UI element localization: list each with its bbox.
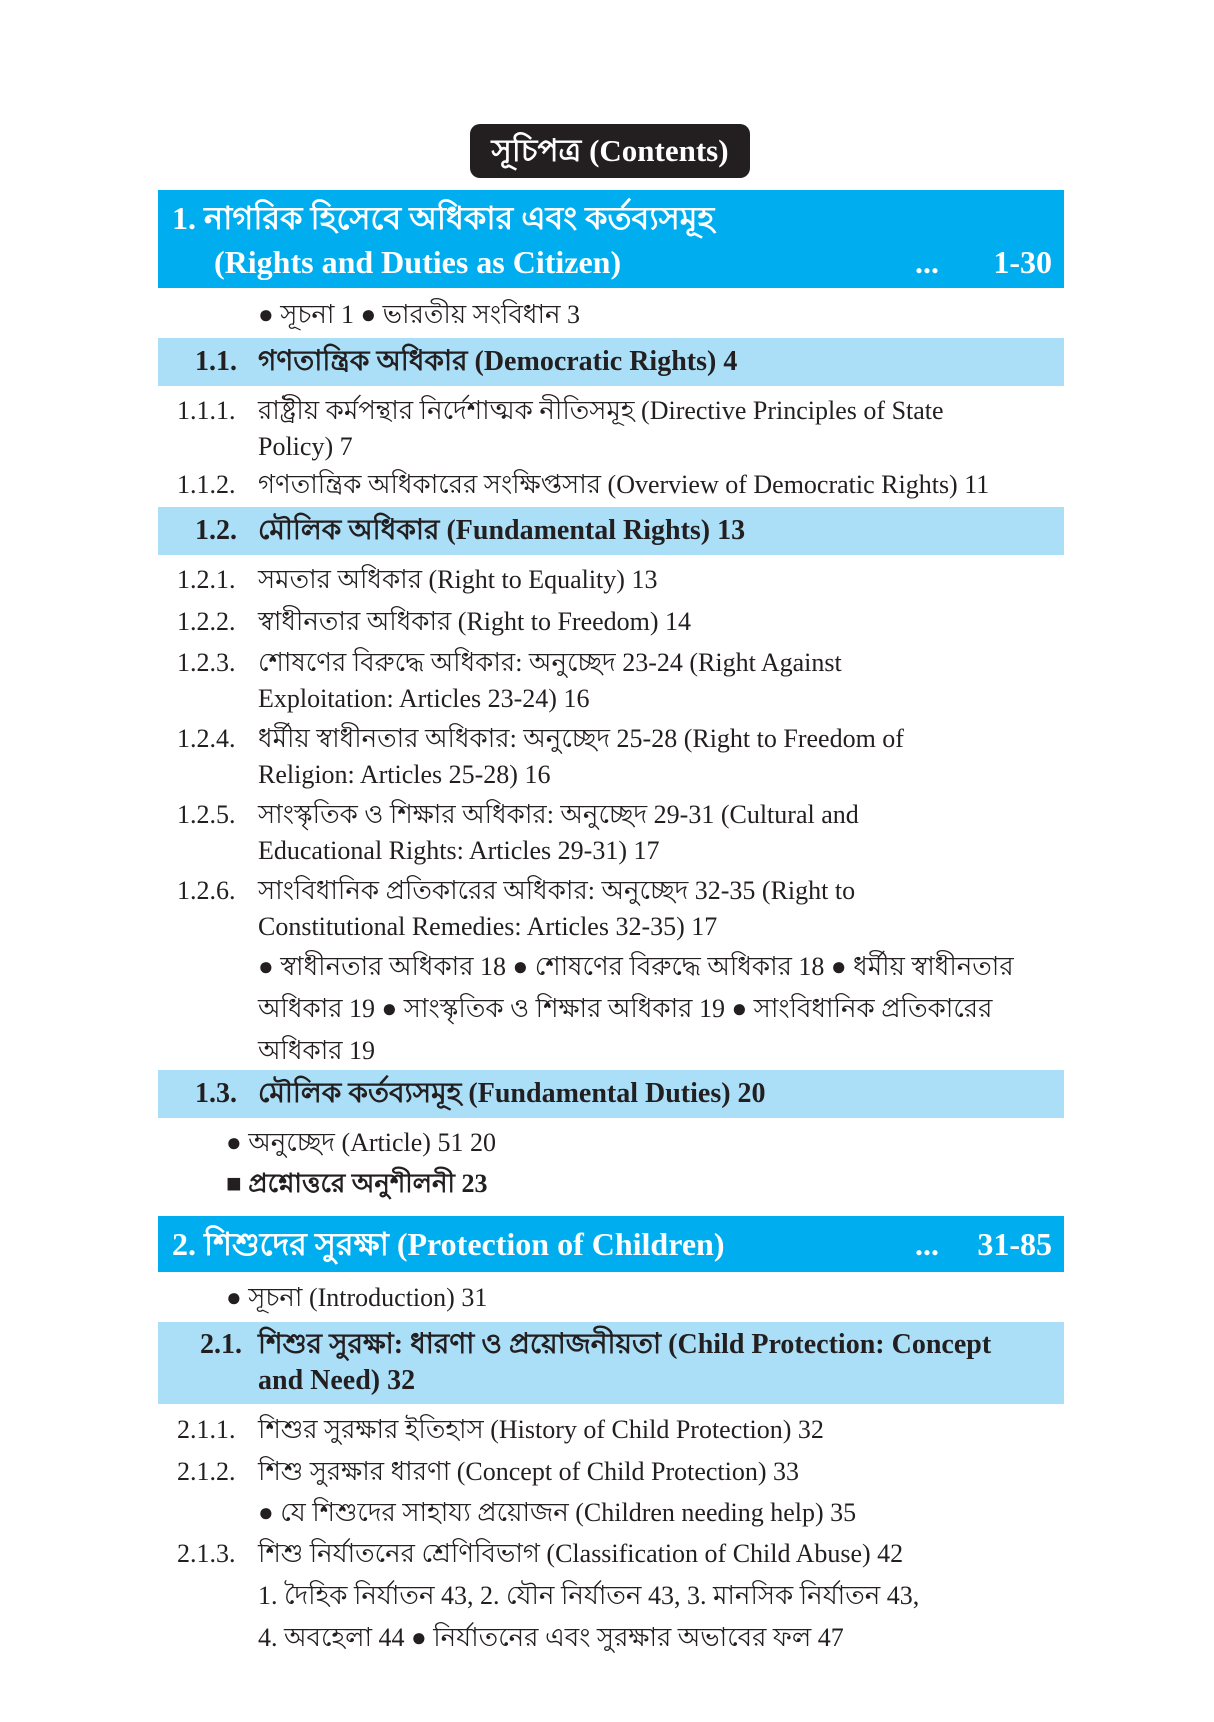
chapter-1-banner[interactable] — [158, 190, 1064, 288]
section-1-3-banner[interactable]: 1.3. মৌলিক কর্তব্যসমূহ (Fundamental Duties) 20 — [158, 1070, 1064, 1118]
toc-item-1-1-1-cont: Policy) 7 — [258, 432, 353, 461]
chapter-1-number: 1. — [172, 200, 196, 236]
chapter-1-dots: ... — [915, 244, 939, 280]
bullet-article-51: ● অনুচ্ছেদ (Article) 51 20 — [226, 1128, 496, 1157]
section-1-2-banner[interactable]: 1.2. মৌলিক অধিকার (Fundamental Rights) 13 — [158, 507, 1064, 555]
chapter-1-title-en: (Rights and Duties as Citizen) — [214, 244, 622, 280]
toc-item-1-2-5-cont: Educational Rights: Articles 29-31) 17 — [258, 836, 660, 865]
chapter-1-title-bn: নাগরিক হিসেবে অধিকার এবং কর্তব্যসমূহ — [204, 200, 715, 236]
chapter-2-banner[interactable]: 2. শিশুদের সুরক্ষা (Protection of Children) ... 31-85 — [158, 1216, 1064, 1272]
section-1-1-banner[interactable] — [158, 338, 1064, 386]
section-number: 1.1. — [195, 346, 237, 377]
toc-item-2-1-3-cont: 1. দৈহিক নির্যাতন 43, 2. যৌন নির্যাতন 43, 3. মানসিক নির্যাতন 43, — [258, 1581, 920, 1610]
toc-item-2-1-3-cont2: 4. অবহেলা 44 ● নির্যাতনের এবং সুরক্ষার অভাবের ফল 47 — [258, 1623, 844, 1652]
toc-item-1-2-4-cont: Religion: Articles 25-28) 16 — [258, 760, 551, 789]
section-title: গণতান্ত্রিক অধিকার (Democratic Rights) 4 — [258, 346, 738, 377]
contents-page: সূচিপত্র (Contents) 1. নাগরিক হিসেবে অধিকার এবং কর্তব্যসমূহ (Rights and Duties as Citizen) ... 1-30 ● সূচনা 1 ● ভারতীয় সংবিধান 3 1.1. গণতান্ত্রিক অধিকার (Democratic Rights) 4 1.1.1. রাষ্ট্রীয় কর্মপন্থার নির্দেশাত্মক নীতিসমূহ (Directive Principles of State Policy) 7 1.1.2. গণতান্ত্রিক অধিকারের সংক্ষিপ্তসার (Overview of Democratic Rights) 11 1.2. মৌলিক অধিকার (Fundamental Rights) 13 1.2.1. সমতার অধিকার (Right to Equality) 13 1.2.2. স্বাধীনতার অধিকার (Right to Freedom) 14 1.2.3. শোষণের বিরুদ্ধে অধিকার: অনুচ্ছেদ 23-24 (Right Against Exploitation: Articles 23-24) 16 1.2.4. ধর্মীয় স্বাধীনতার অধিকার: অনুচ্ছেদ 25-28 (Right to Freedom of Religion: Articles 25-28) 16 1.2.5. সাংস্কৃতিক ও শিক্ষার অধিকার: অনুচ্ছেদ 29-31 (Cultural and Educational Rights: Articles 29-31) 17 1.2.6. সাংবিধানিক প্রতিকারের অধিকার: অনুচ্ছেদ 32-35 (Right to Constitutional Remedies: Articles 32-35) 17 ● স্বাধীনতার অধিকার 18 ● শোষণের বিরুদ্ধে অধিকার 18 ● ধর্মীয় স্বাধীনতার অধিকার 19 ● সাংস্কৃতিক ও শিক্ষার অধিকার 19 ● সাংবিধানিক প্রতিকারের অধিকার 19 1.3. মৌলিক কর্তব্যসমূহ (Fundamental Duties) 20 ● অনুচ্ছেদ (Article) 51 20 ■ প্রশ্নোত্তরে অনুশীলনী 23 2. শিশুদের সুরক্ষা (Protection of Children) ... 31-85 ● সূচনা (Introduction) 31 2.1. শিশুর সুরক্ষা: ধারণা ও প্রয়োজনীয়তা (Child Protection: Concept and Need) 32 2.1.1. শিশুর সুরক্ষার ইতিহাস (History of Child Protection) 32 2.1.2. শিশু সুরক্ষার ধারণা (Concept of Child Protection) 33 ● যে শিশুদের সাহায্য প্রয়োজন (Children needing help) 35 2.1.3. শিশু নির্যাতনের শ্রেণিবিভাগ (Classification of Child Abuse) 42 1. দৈহিক নির্যাতন 43, 2. যৌন নির্যাতন 43, 3. মানসিক নির্যাতন 43, 4. অবহেলা 44 ● নির্যাতনের এবং সুরক্ষার অভাবের ফল 47 — [0, 0, 1214, 1722]
bullet-children-needing-help: ● যে শিশুদের সাহায্য প্রয়োজন (Children needing help) 35 — [258, 1498, 857, 1527]
bullet-line: অধিকার 19 — [258, 1036, 376, 1065]
contents-title: সূচিপত্র (Contents) — [470, 124, 750, 178]
chapter-1-intro: ● সূচনা 1 ● ভারতীয় সংবিধান 3 — [258, 300, 581, 329]
toc-item-1-2-3-cont: Exploitation: Articles 23-24) 16 — [258, 684, 590, 713]
chapter-1-pages: 1-30 — [993, 244, 1052, 280]
bullet-line: অধিকার 19 ● সাংস্কৃতিক ও শিক্ষার অধিকার 19 ● সাংবিধানিক প্রতিকারের — [258, 994, 993, 1023]
toc-item-1-2-6-cont: Constitutional Remedies: Articles 32-35) 17 — [258, 912, 718, 941]
section-2-1-banner[interactable]: 2.1. শিশুর সুরক্ষা: ধারণা ও প্রয়োজনীয়তা (Child Protection: Concept and Need) 32 — [158, 1322, 1064, 1404]
chapter-2-intro: ● সূচনা (Introduction) 31 — [226, 1283, 488, 1312]
bullet-line: ● স্বাধীনতার অধিকার 18 ● শোষণের বিরুদ্ধে অধিকার 18 ● ধর্মীয় স্বাধীনতার — [258, 952, 1014, 981]
exercise-item[interactable]: ■ প্রশ্নোত্তরে অনুশীলনী 23 — [226, 1169, 488, 1198]
